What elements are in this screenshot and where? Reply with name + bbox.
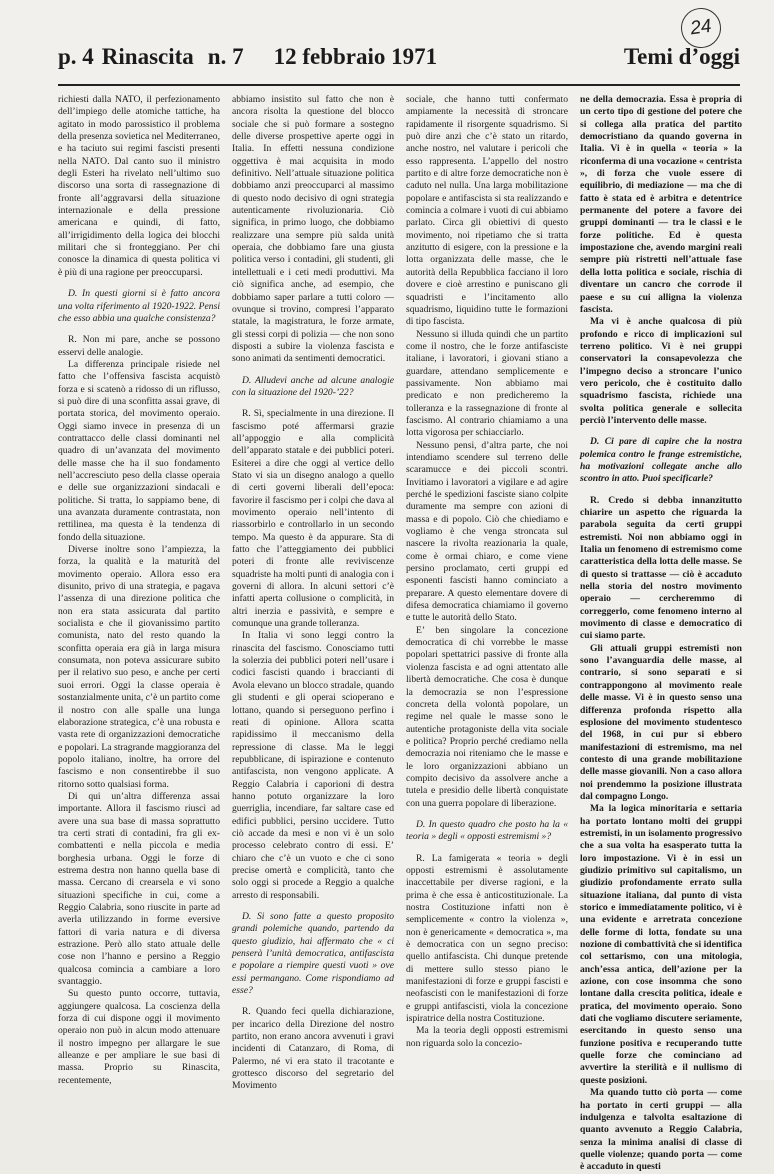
article-paragraph: R. Quando feci quella dichiarazione, per incarico della Direzione del nostro partito, non erano ancora avvenuti i gravi incidenti di Catanzaro, di Roma, di Palermo, né vi era stato il tracotante e grottesco discorso del segretario del Movimento (232, 1006, 394, 1092)
stamp-number: 24 (688, 15, 713, 40)
issue-date: 12 febbraio 1971 (273, 44, 438, 69)
publication-name: Rinascita (101, 44, 194, 69)
article-paragraph: Ma vi è anche qualcosa di più profondo e ricco di implicazioni sul terreno politico. Vi è nei gruppi conservatori la consapevolezza che l’impegno deciso a stroncare l’unico vero pericolo, che è costituito dallo squadrismo fascista, richiede una svolta politica generale e sollecita perciò l’intervento delle masse. (580, 316, 742, 426)
article-paragraph: R. Credo si debba innanzitutto chiarire un aspetto che riguarda la parabola seguita da certi gruppi estremisti. Noi non abbiamo oggi in Italia un fenomeno di estremismo come caratteristica della lotta delle masse. Se di questo si trattasse — ciò è accaduto nella storia del nostro movimento operaio — cercheremmo di correggerlo, come fenomeno interno al movimento di classe e democratico di cui siamo parte. (580, 494, 742, 642)
article-paragraph: R. Non mi pare, anche se possono esservi delle analogie. (58, 334, 220, 358)
article-paragraph: sociale, che hanno tutti confermato ampiamente la necessità di stroncare rapidamente il risorgente squadrismo. Si può dire anzi che c’è stato un ritardo, anche nostro, nel valutare i pericoli che esso rappresenta. L’appello del nostro partito e di altre forze democratiche non è caduto nel nulla. Una larga mobilitazione popolare e antifascista si sta realizzando e comincia a colmare i vuoti di cui abbiamo parlato. Circa gli obiettivi di questo movimento, noi ripetiamo che si tratta anzitutto di esigere, con la pressione e la lotta organizzata delle masse, che le autorità della Repubblica facciano il loro dovere e cioè arrestino e puniscano gli squadristi e l’incitamento allo squadrismo, liquidino tutte le formazioni di tipo fascista. (406, 94, 568, 328)
article-paragraph: R. Sì, specialmente in una direzione. Il fascismo poté affermarsi grazie all’appoggio e alla complicità dell’apparato statale e dei pubblici poteri. Esiterei a dire che oggi al vertice dello Stato vi sia un disegno analogo a quello di certi governi liberali dell’epoca: favorire il fascismo per i colpi che dava al movimento operaio nell’intento di riassorbirlo e controllarlo in un secondo tempo. Ma questo è da appurare. Sta di fatto che l’atteggiamento dei pubblici poteri di fronte alle reviviscenze squadriste ha molti punti di analogia con i governi di allora. In alcuni settori c’è infatti aperta collusione o complicità, in altri inerzia e passività, e sempre e comunque una grande tolleranza. (232, 408, 394, 630)
article-paragraph: E’ ben singolare la concezione democratica di chi vorrebbe le masse popolari spettatrici passive di fronte alla violenza fascista e ad ogni attentato alle libertà democratiche. Che cosa è dunque la democrazia se non l’espressione concreta della volontà popolare, un regime nel quale le masse sono le autentiche protagoniste della vita sociale e politica? Proprio perché crediamo nella democrazia noi riteniamo che le masse e le loro organizzazioni abbiano un compito decisivo da assolvere anche a tutela e presidio delle libertà conquistate con una guerra popolare di liberazione. (406, 624, 568, 809)
section-title: Temi d’oggi (623, 44, 740, 69)
article-paragraph: Nessuno si illuda quindi che un partito come il nostro, che le forze antifasciste italiane, i lavoratori, i giovani stiano a guardare, attendano semplicemente e passivamente. Non abbiamo mai predicato e non predicheremo la tolleranza e la rassegnazione di fronte al fascismo. Al contrario chiamiamo a una lotta vigorosa per schiacciarlo. (406, 328, 568, 439)
article-paragraph: Ma quando tutto ciò porta — come ha portato in certi gruppi — alla indulgenza e talvolta esaltazione di quanto avvenuto a Reggio Calabria, senza la minima analisi di classe di quelle violenze; quando porta — come è accaduto in questi (580, 1087, 742, 1173)
interview-question: D. In questo quadro che posto ha la « teoria » degli « opposti estremismi »? (406, 818, 568, 843)
article-paragraph: Gli attuali gruppi estremisti non sono l’avanguardia delle masse, al contrario, si sono separati e si contrappongono al movimento reale delle masse. Vi è in questo senso una differenza profonda rispetto alla esplosione del movimento studentesco del 1968, in cui pur si ebbero manifestazioni di estremismo, ma nel contesto di una grande mobilitazione delle masse giovanili. Non a caso allora noi prendemmo la posizione illustrata dal compagno Longo. (580, 642, 742, 802)
interview-question: D. Alludevi anche ad alcune analogie con la situazione del 1920-’22? (232, 374, 394, 398)
text-column-3 (406, 94, 568, 1070)
article-paragraph: La differenza principale risiede nel fatto che l’offensiva fascista acquistò forza e si scatenò a ridosso di un riflusso, si può dire di una sconfitta assai grave, di portata storica, del movimento operaio. Oggi siamo invece in presenza di un contrattacco delle classi dominanti nel quadro di un’avanzata del movimento delle masse che ha il suo fondamento nell’accresciuto peso della classe operaia e delle sue organizzazioni sindacali e politiche. Si tratta, lo sappiamo bene, di una avanzata duramente contrastata, non rettilinea, ma questa è la tendenza di fondo della situazione. (58, 358, 220, 543)
page-label: p. 4 (58, 44, 94, 69)
issue-number: n. 7 (207, 44, 244, 69)
article-paragraph: Ma la logica minoritaria e settaria ha portato lontano molti dei gruppi estremisti, in un isolamento progressivo che a sua volta ha esasperato tutta la loro impostazione. Vi è in essi un giudizio primitivo sul capitalismo, un giudizio profondamente errato sulla situazione italiana, dal punto di vista storico e immediatamente politico, vi è una evidente e arretrata concezione delle forme di lotta, fondate su una nozione di combattività che si identifica col settarismo, con una mitologia, anch’essa antica, dell’azione per la azione, con cose insomma che sono lontane dalla crescita politica, ideale e pratica, del movimento operaio. Sono dati che vogliamo discutere seriamente, esercitando in questo senso una funzione positiva e recuperando tutte quelle forze che cominciano ad avvertire la sterilità e il nullismo di queste posizioni. (580, 803, 742, 1086)
text-column-4 (580, 94, 742, 1173)
article-paragraph: R. La famigerata « teoria » degli opposti estremismi è assolutamente inaccettabile per diverse ragioni, e la prima è che essa è anticostituzionale. La nostra Costituzione infatti non è semplicemente « contro la violenza », non è genericamente « democratica », ma è democratica con un segno preciso: quello antifascista. Chi dunque pretende di mettere sullo stesso piano le manifestazioni di forze e gruppi fascisti e neofascisti con le manifestazioni di forze e gruppi antifascisti, viola la concezione ispiratrice della nostra Costituzione. (406, 852, 568, 1025)
text-column-2 (232, 94, 394, 1092)
article-paragraph: Diverse inoltre sono l’ampiezza, la forza, la qualità e la maturità del movimento operaio. Allora esso era disunito, privo di una strategia, e pagava l’assenza di una direzione politica che non era stata assicurata dal partito socialista e che il giovanissimo partito comunista, nato del resto quando la sconfitta operaia era già in larga misura consumata, non poteva assicurare subito per il relativo suo peso, e anche per certi suoi errori. Oggi la classe operaia è sostanzialmente unita, c’è un partito come il nostro con alle spalle una lunga elaborazione strategica, c’è una robusta e vasta rete di organizzazioni democratiche e popolari. La stragrande maggioranza del popolo italiano, inoltre, ha orrore del fascismo e non consentirebbe il suo ritorno sotto qualsiasi forma. (58, 544, 220, 790)
article-paragraph: Ma la teoria degli opposti estremismi non riguarda solo la concezio- (406, 1025, 568, 1049)
article-paragraph: Nessuno pensi, d’altra parte, che noi intendiamo scendere sul terreno delle scaramucce e dei piccoli scontri. Invitiamo i lavoratori a vigilare e ad agire perché le spedizioni fasciste siano colpite duramente ma sempre con azioni di massa e di popolo. Ciò che chiediamo e vogliamo è che venga stroncata sul nascere la rivolta reazionaria la quale, come è ormai chiaro, e come viene persino proclamato, certi gruppi ed esponenti fascisti hanno cominciato a preparare. A questo elementare dovere di difesa democratica chiamiamo il governo e tutte le autorità dello Stato. (406, 439, 568, 624)
interview-question: D. In questi giorni si è fatto ancora una volta riferimento al 1920-1922. Pensi che esso abbia una qualche consistenza? (58, 288, 220, 324)
interview-question: D. Si sono fatte a questo proposito grandi polemiche quando, partendo da questo giudizio, hai affermato che « ci penserà l’unità democratica, antifascista e popolare a riempire questi vuoti » ove essi permangano. Come rispondiamo ad esse? (232, 911, 394, 997)
interview-question: D. Ci pare di capire che la nostra polemica contro le frange estremistiche, ha motivazioni collegate anche allo scontro in atto. Puoi specificarle? (580, 436, 742, 485)
text-column-1 (58, 94, 220, 1086)
article-paragraph: ne della democrazia. Essa è propria di un certo tipo di gestione del potere che si collega alla pratica del partito democristiano da quando governa in Italia. Vi è in quella « teoria » la riconferma di una vocazione « centrista », di forza che vuole essere di equilibrio, di mediazione — ma che di fatto è stata ed è arbitra e detentrice permanente del potere a favore dei gruppi dominanti — tra le classi e le forze politiche. Ed è questa impostazione che, avendo margini reali sempre più ristretti nell’attuale fase della lotta politica e sociale, rischia di diventare un cancro che corrode il paese e su cui alligna la violenza fascista. (580, 94, 742, 315)
masthead (58, 44, 740, 86)
article-body (58, 94, 742, 1173)
article-paragraph: abbiamo insistito sul fatto che non è ancora risolta la questione del blocco sociale che si può formare a sostegno delle diverse prospettive aperte oggi in Italia. In effetti nessuna condizione oggettiva è mai acquisita in modo definitivo. Nell’attuale situazione politica dobbiamo anzi preoccuparci al massimo di questo nodo decisivo di ogni strategia autenticamente rivoluzionaria. Ciò significa, in primo luogo, che dobbiamo realizzare una sempre più salda unità operaia, che dobbiamo fare una giusta politica verso i contadini, gli studenti, gli intellettuali e i ceti medi produttivi. Ma ciò significa anche, ad esempio, che dobbiamo saper parlare a tutti coloro — ovunque si trovino, compresi l’apparato statale, la magistratura, le forze armate, gli stessi corpi di polizia — che non sono disposti a subire la violenza fascista e sono animati da sentimenti democratici. (232, 94, 394, 365)
article-paragraph: In Italia vi sono leggi contro la rinascita del fascismo. Conosciamo tutti la solerzia dei pubblici poteri nell’usare i codici fascisti quando i braccianti di Avola elevano un blocco stradale, quando gli studenti e gli operai scioperano e lottano, quando si perseguono perfino i reati di opinione. Allora scatta rapidissimo il meccanismo della repressione di classe. Ma le leggi repubblicane, di ispirazione e contenuto antifascista, non vengono applicate. A Reggio Calabria i caporioni di destra hanno potuto organizzare la loro guerriglia, incendiare, far saltare case ed edifici pubblici, persino uccidere. Tutto ciò accade da mesi e non vi è un solo processo celebrato contro di essi. E’ chiaro che c’è un vuoto e che ci sono precise omertà e complicità, tanto che solo oggi si procede a Reggio a qualche arresto di responsabili. (232, 630, 394, 901)
article-paragraph: Su questo punto occorre, tuttavia, aggiungere qualcosa. La coscienza della forza di cui dispone oggi il movimento operaio non può in alcun modo attenuare il nostro impegno per allargare le sue alleanze e per ampliare le sue basi di massa. Proprio su Rinascita, recentemente, (58, 988, 220, 1086)
article-paragraph: richiesti dalla NATO, il perfezionamento dell’impiego delle atomiche tattiche, ha agitato in modo parossistico il problema della presenza sovietica nel Mediterraneo, e ha taciuto sui regimi fascisti presenti nella NATO. Dal canto suo il ministro degli Esteri ha rivelato nell’ultimo suo discorso una sorta di rassegnazione di fronte all’aggravarsi della situazione internazionale e della pressione americana e quindi, di fatto, all’irrigidimento della logica dei blocchi militari che si fronteggiano. Per chi conosce la dinamica di questa politica vi è più di una ragione per preoccuparsi. (58, 94, 220, 278)
article-paragraph: Di qui un’altra differenza assai importante. Allora il fascismo riuscì ad avere una sua base di massa soprattutto tra certi strati di contadini, fra gli ex-combattenti e nella piccola e media borghesia urbana. Oggi le forze di estrema destra non hanno quella base di massa. Cercano di crearsela e vi sono situazioni specifiche in cui, come a Reggio Calabria, sono riuscite in parte ad averla utilizzando in forme eversive fattori di varia natura e di diversa estrazione. Però allo stato attuale delle cose non l’hanno e persino a Reggio qualcosa comincia a cambiare a loro svantaggio. (58, 790, 220, 988)
